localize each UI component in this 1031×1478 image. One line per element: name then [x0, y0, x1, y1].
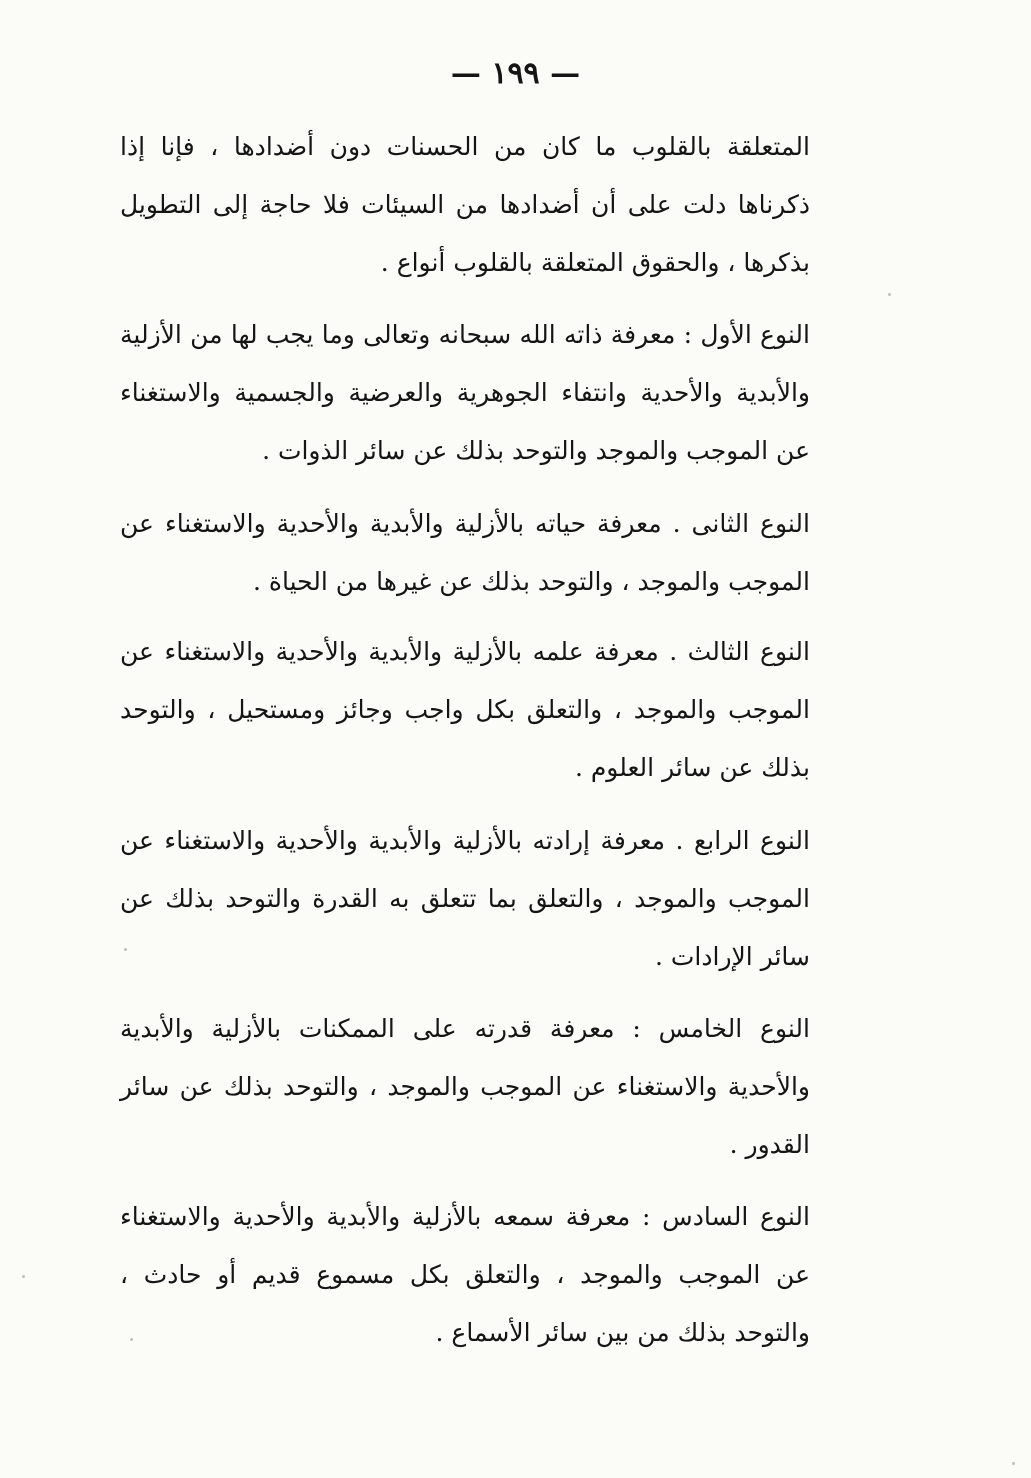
paragraph-type-4: النوع الرابع . معرفة إرادته بالأزلية والأبدية والأحدية والاستغناء عن الموجب والموجد ، والتعلق بما تتعلق به القدرة والتوحد بذلك عن سائر الإرادات .: [120, 826, 810, 971]
paragraph-type-3: النوع الثالث . معرفة علمه بالأزلية والأبدية والأحدية والاستغناء عن الموجب والموجد ، والتعلق بكل واجب وجائز ومستحيل ، والتوحد بذلك عن سائر العلوم .: [120, 637, 810, 782]
scan-speck: [888, 293, 891, 296]
scan-speck: [22, 1275, 25, 1278]
paragraph-type-5: النوع الخامس : معرفة قدرته على الممكنات بالأزلية والأبدية والأحدية والاستغناء عن الموجب والموجد ، والتوحد بذلك عن سائر القدور .: [120, 1014, 810, 1159]
paragraph-intro: المتعلقة بالقلوب ما كان من الحسنات دون أضدادها ، فإنا إذا ذكرناها دلت على أن أضدادها من السيئات فلا حاجة إلى التطويل بذكرها ، والحقوق المتعلقة بالقلوب أنواع .: [120, 132, 810, 277]
scan-speck: [1012, 1462, 1015, 1465]
scan-speck: [130, 1338, 133, 1341]
paragraph-type-2: النوع الثانى . معرفة حياته بالأزلية والأبدية والأحدية والاستغناء عن الموجب والموجد ، والتوحد بذلك عن غيرها من الحياة .: [120, 509, 810, 596]
paragraph-type-6: النوع السادس : معرفة سمعه بالأزلية والأبدية والأحدية والاستغناء عن الموجب والموجد ، والتعلق بكل مسموع قديم أو حادث ، والتوحد بذلك من بين سائر الأسماع .: [120, 1202, 810, 1347]
page-number: — ١٩٩ —: [450, 56, 581, 91]
paragraph-type-1: النوع الأول : معرفة ذاته الله سبحانه وتعالى وما يجب لها من الأزلية والأبدية والأحدية وانتفاء الجوهرية والعرضية والجسمية والاستغناء عن الموجب والموجد والتوحد بذلك عن سائر الذوات .: [120, 320, 810, 465]
scan-speck: [124, 948, 127, 951]
